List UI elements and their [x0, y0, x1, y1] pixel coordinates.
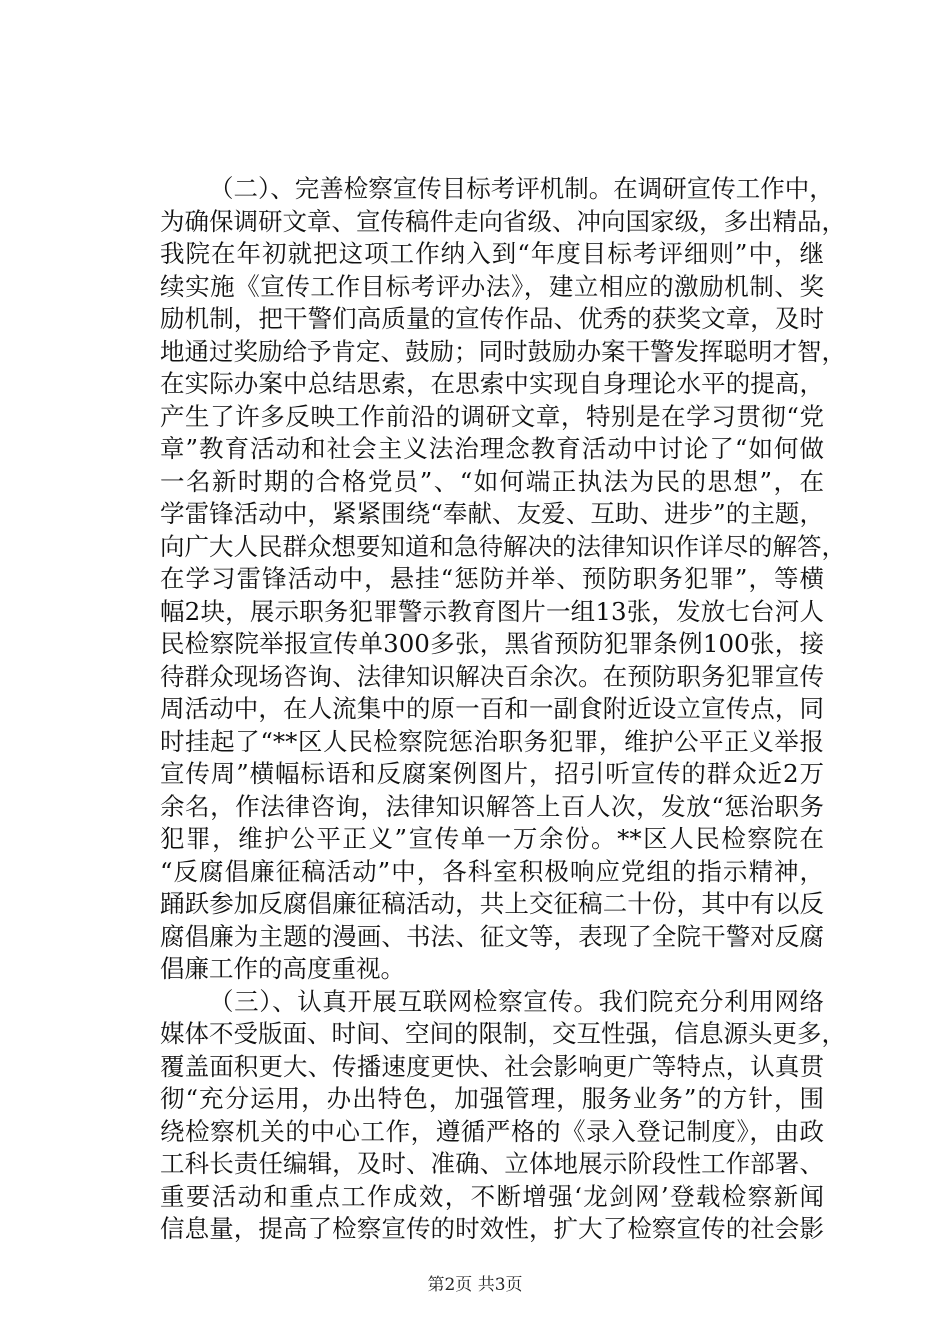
text-line: 产生了许多反映工作前沿的调研文章，特别是在学习贯彻“党 [160, 401, 824, 431]
text-line: 民检察院举报宣传单300多张，黑省预防犯罪条例100张，接 [160, 629, 824, 658]
text-line: 媒体不受版面、时间、空间的限制，交互性强，信息源头更多， [160, 1019, 846, 1048]
text-line: 时挂起了“**区人民检察院惩治职务犯罪，维护公平正义举报 [160, 726, 824, 756]
page-number-footer: 第2页 共3页 [427, 1275, 523, 1295]
text-line: 绕检察机关的中心工作，遵循严格的《录入登记制度》，由政 [160, 1116, 824, 1146]
text-line: 励机制，把干警们高质量的宣传作品、优秀的获奖文章，及时 [160, 304, 824, 333]
text-line: 学雷锋活动中，紧紧围绕“奉献、友爱、互助、进步”的主题， [160, 499, 824, 528]
text-line: （二）、完善检察宣传目标考评机制。在调研宣传工作中， [209, 174, 834, 203]
text-line: “反腐倡廉征稿活动”中，各科室积极响应党组的指示精神， [160, 856, 824, 886]
text-line: 犯罪，维护公平正义”宣传单一万余份。**区人民检察院在 [160, 824, 824, 853]
text-line: 重要活动和重点工作成效，不断增强‘龙剑网’登载检察新闻 [160, 1181, 824, 1211]
text-line: 踊跃参加反腐倡廉征稿活动，共上交征稿二十份，其中有以反 [160, 889, 824, 918]
paragraph-2 [160, 173, 846, 986]
text-line: 彻“充分运用，办出特色，加强管理，服务业务”的方针，围 [160, 1084, 824, 1113]
text-line: 续实施《宣传工作目标考评办法》，建立相应的激励机制、奖 [160, 271, 824, 301]
text-line: 宣传周”横幅标语和反腐案例图片，招引听宣传的群众近2万 [160, 759, 824, 788]
text-line: 周活动中，在人流集中的原一百和一副食附近设立宣传点，同 [160, 694, 824, 723]
text-line: 向广大人民群众想要知道和急待解决的法律知识作详尽的解答， [160, 531, 846, 561]
text-line: 在学习雷锋活动中，悬挂“惩防并举、预防职务犯罪”，等横 [160, 564, 824, 593]
text-line: 幅2块，展示职务犯罪警示教育图片一组13张，发放七台河人 [160, 596, 824, 626]
paragraph-3 [160, 986, 846, 1246]
text-line: 我院在年初就把这项工作纳入到“年度目标考评细则”中，继 [160, 239, 824, 268]
text-line: 腐倡廉为主题的漫画、书法、征文等，表现了全院干警对反腐 [160, 921, 824, 951]
text-line: 信息量，提高了检察宣传的时效性，扩大了检察宣传的社会影 [160, 1214, 824, 1243]
document-body [160, 173, 846, 1246]
text-line: 章”教育活动和社会主义法治理念教育活动中讨论了“如何做 [160, 434, 824, 463]
text-line: 为确保调研文章、宣传稿件走向省级、冲向国家级，多出精品， [160, 206, 846, 236]
text-line: 工科长责任编辑，及时、准确、立体地展示阶段性工作部署、 [160, 1149, 824, 1178]
text-line: 一名新时期的合格党员”、“如何端正执法为民的思想”，在 [160, 466, 824, 496]
text-line: （三）、认真开展互联网检察宣传。我们院充分利用网络 [209, 986, 824, 1016]
text-line: 倡廉工作的高度重视。 [160, 954, 405, 983]
text-line: 地通过奖励给予肯定、鼓励；同时鼓励办案干警发挥聪明才智， [160, 336, 846, 366]
text-line: 在实际办案中总结思索，在思索中实现自身理论水平的提高， [160, 369, 824, 398]
text-line: 覆盖面积更大、传播速度更快、社会影响更广等特点，认真贯 [160, 1051, 824, 1081]
text-line: 余名，作法律咨询，法律知识解答上百人次，发放“惩治职务 [160, 791, 824, 821]
text-line: 待群众现场咨询、法律知识解决百余次。在预防职务犯罪宣传 [160, 661, 824, 691]
